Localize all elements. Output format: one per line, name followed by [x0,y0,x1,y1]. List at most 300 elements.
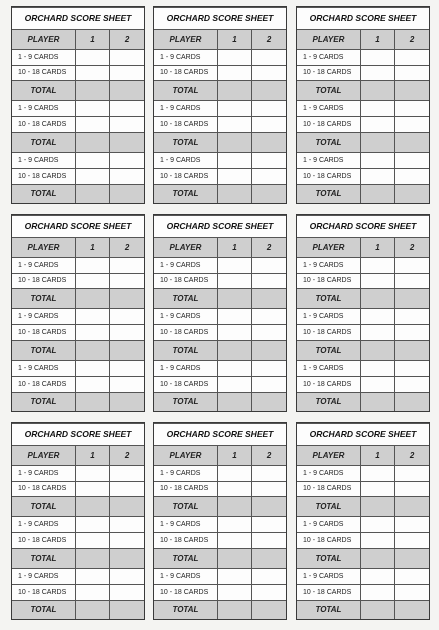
score-cell[interactable] [110,481,144,497]
total-cell[interactable] [252,392,286,411]
total-row [297,81,429,101]
score-cell[interactable] [360,152,394,168]
score-row [297,65,429,81]
score-cell[interactable] [110,325,144,341]
score-cell[interactable] [217,101,251,117]
total-cell[interactable] [217,600,251,619]
player-header: PLAYER [12,237,75,257]
score-row [297,325,429,341]
player-column-1: 1 [217,29,251,49]
score-cell[interactable] [252,257,286,273]
score-cell[interactable] [395,465,429,481]
row-label: 1 - 9 CARDS [12,152,75,168]
score-cell[interactable] [75,101,109,117]
score-cell[interactable] [395,376,429,392]
score-row [12,273,144,289]
total-cell[interactable] [75,341,109,361]
row-label: 1 - 9 CARDS [154,49,217,65]
score-cell[interactable] [217,325,251,341]
score-row [154,273,286,289]
total-row [154,184,286,203]
score-row [12,65,144,81]
row-label: 10 - 18 CARDS [297,273,360,289]
total-label: TOTAL [297,133,360,153]
total-cell[interactable] [75,184,109,203]
score-cell[interactable] [217,65,251,81]
score-cell[interactable] [395,152,429,168]
total-cell[interactable] [217,289,251,309]
player-column-2: 2 [395,29,429,49]
total-cell[interactable] [395,184,429,203]
player-column-1: 1 [360,445,394,465]
score-cell[interactable] [360,325,394,341]
player-column-2: 2 [252,237,286,257]
row-label: 1 - 9 CARDS [154,568,217,584]
score-cell[interactable] [217,309,251,325]
score-cell[interactable] [75,481,109,497]
score-cell[interactable] [252,101,286,117]
score-cell[interactable] [360,257,394,273]
score-table [154,423,286,619]
score-cell[interactable] [360,533,394,549]
score-row [154,309,286,325]
score-cell[interactable] [110,465,144,481]
player-column-1: 1 [75,237,109,257]
total-label: TOTAL [297,341,360,361]
score-cell[interactable] [75,533,109,549]
total-label: TOTAL [12,392,75,411]
score-cell[interactable] [217,465,251,481]
score-cell[interactable] [360,481,394,497]
player-column-2: 2 [110,29,144,49]
score-cell[interactable] [217,152,251,168]
score-row [297,360,429,376]
total-row [297,600,429,619]
total-cell[interactable] [75,549,109,569]
score-cell[interactable] [75,152,109,168]
score-cell[interactable] [217,517,251,533]
score-cell[interactable] [110,360,144,376]
row-label: 1 - 9 CARDS [154,517,217,533]
total-row [154,497,286,517]
score-table [297,423,429,619]
total-cell[interactable] [395,81,429,101]
row-label: 10 - 18 CARDS [297,481,360,497]
score-cell[interactable] [75,49,109,65]
score-row [12,49,144,65]
score-cell[interactable] [360,568,394,584]
total-label: TOTAL [154,549,217,569]
total-label: TOTAL [297,81,360,101]
score-cell[interactable] [217,117,251,133]
score-cell[interactable] [110,376,144,392]
score-table [12,423,144,619]
row-label: 10 - 18 CARDS [297,65,360,81]
score-row [12,168,144,184]
score-cell[interactable] [360,101,394,117]
total-cell[interactable] [75,289,109,309]
score-cell[interactable] [252,360,286,376]
score-cell[interactable] [395,65,429,81]
score-cell[interactable] [252,584,286,600]
score-cell[interactable] [110,65,144,81]
score-row [154,152,286,168]
score-cell[interactable] [217,533,251,549]
score-cell[interactable] [395,481,429,497]
score-cell[interactable] [252,49,286,65]
score-cell[interactable] [395,117,429,133]
total-cell[interactable] [395,392,429,411]
total-cell[interactable] [217,392,251,411]
player-column-2: 2 [395,445,429,465]
score-row [297,49,429,65]
row-label: 1 - 9 CARDS [12,309,75,325]
score-cell[interactable] [395,517,429,533]
score-cell[interactable] [75,257,109,273]
total-cell[interactable] [395,341,429,361]
sheet-title: ORCHARD SCORE SHEET [154,424,286,446]
total-cell[interactable] [217,81,251,101]
total-label: TOTAL [12,184,75,203]
score-cell[interactable] [110,517,144,533]
score-cell[interactable] [217,168,251,184]
score-cell[interactable] [75,568,109,584]
score-cell[interactable] [395,168,429,184]
score-cell[interactable] [395,49,429,65]
score-row [297,101,429,117]
score-cell[interactable] [395,101,429,117]
total-row [297,133,429,153]
total-cell[interactable] [252,600,286,619]
total-row [12,133,144,153]
score-cell[interactable] [110,49,144,65]
score-row [12,309,144,325]
row-label: 10 - 18 CARDS [12,376,75,392]
score-cell[interactable] [395,257,429,273]
score-cell[interactable] [217,273,251,289]
row-label: 1 - 9 CARDS [297,517,360,533]
total-row [12,289,144,309]
score-cell[interactable] [252,325,286,341]
row-label: 10 - 18 CARDS [12,65,75,81]
score-cell[interactable] [217,568,251,584]
total-cell[interactable] [75,133,109,153]
score-row [154,376,286,392]
player-column-1: 1 [75,445,109,465]
total-cell[interactable] [360,497,394,517]
score-row [297,257,429,273]
sheet-title: ORCHARD SCORE SHEET [297,216,429,238]
score-cell[interactable] [110,168,144,184]
player-column-2: 2 [252,445,286,465]
player-column-2: 2 [252,29,286,49]
total-cell[interactable] [360,289,394,309]
total-label: TOTAL [154,81,217,101]
total-cell[interactable] [217,497,251,517]
total-cell[interactable] [217,133,251,153]
total-row [154,133,286,153]
total-label: TOTAL [297,497,360,517]
total-cell[interactable] [395,497,429,517]
score-cell[interactable] [395,584,429,600]
total-row [154,341,286,361]
score-row [12,533,144,549]
score-cell[interactable] [252,376,286,392]
score-cell[interactable] [395,309,429,325]
total-cell[interactable] [252,81,286,101]
score-cell[interactable] [110,117,144,133]
player-column-1: 1 [217,237,251,257]
total-cell[interactable] [110,549,144,569]
score-cell[interactable] [217,49,251,65]
row-label: 10 - 18 CARDS [154,65,217,81]
score-cell[interactable] [252,168,286,184]
total-row [297,392,429,411]
row-label: 10 - 18 CARDS [12,584,75,600]
score-cell[interactable] [110,101,144,117]
total-cell[interactable] [395,600,429,619]
total-cell[interactable] [252,497,286,517]
score-cell[interactable] [360,309,394,325]
player-header: PLAYER [12,445,75,465]
score-cell[interactable] [360,517,394,533]
player-column-1: 1 [360,29,394,49]
score-cell[interactable] [217,360,251,376]
sheet-title: ORCHARD SCORE SHEET [154,216,286,238]
row-label: 10 - 18 CARDS [12,273,75,289]
total-cell[interactable] [360,341,394,361]
score-cell[interactable] [395,533,429,549]
score-row [154,465,286,481]
row-label: 10 - 18 CARDS [154,117,217,133]
score-cell[interactable] [360,273,394,289]
score-cell[interactable] [75,584,109,600]
total-cell[interactable] [217,341,251,361]
total-label: TOTAL [12,289,75,309]
score-cell[interactable] [252,309,286,325]
score-row [297,152,429,168]
row-label: 1 - 9 CARDS [297,465,360,481]
score-cell[interactable] [360,49,394,65]
total-cell[interactable] [252,184,286,203]
score-row [154,584,286,600]
score-cell[interactable] [360,465,394,481]
row-label: 1 - 9 CARDS [12,568,75,584]
score-cell[interactable] [75,273,109,289]
row-label: 10 - 18 CARDS [297,325,360,341]
score-cell[interactable] [217,376,251,392]
total-label: TOTAL [154,289,217,309]
score-sheet-4 [11,214,145,412]
score-cell[interactable] [110,152,144,168]
score-cell[interactable] [360,584,394,600]
total-row [12,184,144,203]
row-label: 10 - 18 CARDS [154,376,217,392]
total-cell[interactable] [360,133,394,153]
total-row [12,497,144,517]
total-row [297,341,429,361]
score-row [297,465,429,481]
score-cell[interactable] [75,325,109,341]
total-cell[interactable] [75,497,109,517]
score-cell[interactable] [252,117,286,133]
total-cell[interactable] [110,600,144,619]
player-column-1: 1 [360,237,394,257]
row-label: 1 - 9 CARDS [12,257,75,273]
score-sheet-5 [153,214,287,412]
player-header: PLAYER [297,237,360,257]
player-column-2: 2 [110,445,144,465]
total-label: TOTAL [12,497,75,517]
score-cell[interactable] [75,465,109,481]
score-row [297,568,429,584]
total-cell[interactable] [252,549,286,569]
score-row [297,533,429,549]
score-cell[interactable] [395,273,429,289]
score-sheet-3 [296,6,430,204]
total-label: TOTAL [297,392,360,411]
total-label: TOTAL [12,81,75,101]
total-label: TOTAL [154,600,217,619]
score-cell[interactable] [110,273,144,289]
total-cell[interactable] [110,133,144,153]
total-cell[interactable] [110,341,144,361]
score-cell[interactable] [360,117,394,133]
score-cell[interactable] [75,517,109,533]
total-cell[interactable] [217,184,251,203]
total-cell[interactable] [395,289,429,309]
score-row [154,101,286,117]
total-cell[interactable] [360,184,394,203]
score-sheet-2 [153,6,287,204]
score-cell[interactable] [75,117,109,133]
total-cell[interactable] [395,133,429,153]
total-label: TOTAL [297,549,360,569]
score-cell[interactable] [110,568,144,584]
score-cell[interactable] [360,360,394,376]
score-cell[interactable] [217,584,251,600]
score-cell[interactable] [395,360,429,376]
row-label: 10 - 18 CARDS [297,584,360,600]
total-cell[interactable] [252,341,286,361]
row-label: 10 - 18 CARDS [154,481,217,497]
score-cell[interactable] [252,568,286,584]
total-row [154,392,286,411]
total-cell[interactable] [360,600,394,619]
score-row [154,533,286,549]
score-cell[interactable] [252,465,286,481]
player-header: PLAYER [154,29,217,49]
score-cell[interactable] [75,360,109,376]
total-cell[interactable] [252,289,286,309]
score-cell[interactable] [395,568,429,584]
score-cell[interactable] [110,533,144,549]
total-cell[interactable] [75,600,109,619]
total-label: TOTAL [12,600,75,619]
player-column-1: 1 [217,445,251,465]
total-cell[interactable] [360,81,394,101]
score-cell[interactable] [252,481,286,497]
row-label: 10 - 18 CARDS [297,168,360,184]
score-cell[interactable] [217,481,251,497]
row-label: 1 - 9 CARDS [297,152,360,168]
score-row [297,376,429,392]
total-label: TOTAL [154,392,217,411]
total-row [12,392,144,411]
score-cell[interactable] [110,309,144,325]
score-row [12,376,144,392]
score-sheet-1 [11,6,145,204]
score-sheet-7 [11,422,145,620]
score-cell[interactable] [75,65,109,81]
total-cell[interactable] [395,549,429,569]
score-cell[interactable] [75,168,109,184]
score-row [12,152,144,168]
score-cell[interactable] [252,273,286,289]
total-cell[interactable] [110,184,144,203]
score-row [154,65,286,81]
score-row [154,517,286,533]
total-cell[interactable] [110,289,144,309]
score-cell[interactable] [252,152,286,168]
row-label: 1 - 9 CARDS [154,309,217,325]
score-cell[interactable] [217,257,251,273]
total-label: TOTAL [297,184,360,203]
total-cell[interactable] [360,549,394,569]
score-cell[interactable] [110,257,144,273]
score-table [154,215,286,411]
total-cell[interactable] [110,497,144,517]
score-cell[interactable] [360,168,394,184]
score-row [12,117,144,133]
score-cell[interactable] [360,65,394,81]
score-row [12,568,144,584]
score-cell[interactable] [252,517,286,533]
total-cell[interactable] [217,549,251,569]
total-cell[interactable] [75,392,109,411]
total-cell[interactable] [252,133,286,153]
row-label: 10 - 18 CARDS [154,584,217,600]
total-label: TOTAL [154,497,217,517]
score-cell[interactable] [360,376,394,392]
row-label: 1 - 9 CARDS [154,465,217,481]
score-cell[interactable] [395,325,429,341]
total-cell[interactable] [360,392,394,411]
row-label: 1 - 9 CARDS [12,360,75,376]
score-row [12,257,144,273]
total-row [12,600,144,619]
row-label: 10 - 18 CARDS [12,168,75,184]
sheet-title: ORCHARD SCORE SHEET [154,8,286,30]
score-row [154,168,286,184]
score-cell[interactable] [252,65,286,81]
score-cell[interactable] [110,584,144,600]
row-label: 10 - 18 CARDS [12,325,75,341]
score-row [297,517,429,533]
total-cell[interactable] [110,81,144,101]
score-table [12,215,144,411]
total-row [297,184,429,203]
score-row [297,273,429,289]
score-table [297,215,429,411]
total-cell[interactable] [110,392,144,411]
score-cell[interactable] [75,309,109,325]
total-cell[interactable] [75,81,109,101]
score-cell[interactable] [75,376,109,392]
score-table [12,7,144,203]
total-label: TOTAL [12,341,75,361]
score-cell[interactable] [252,533,286,549]
